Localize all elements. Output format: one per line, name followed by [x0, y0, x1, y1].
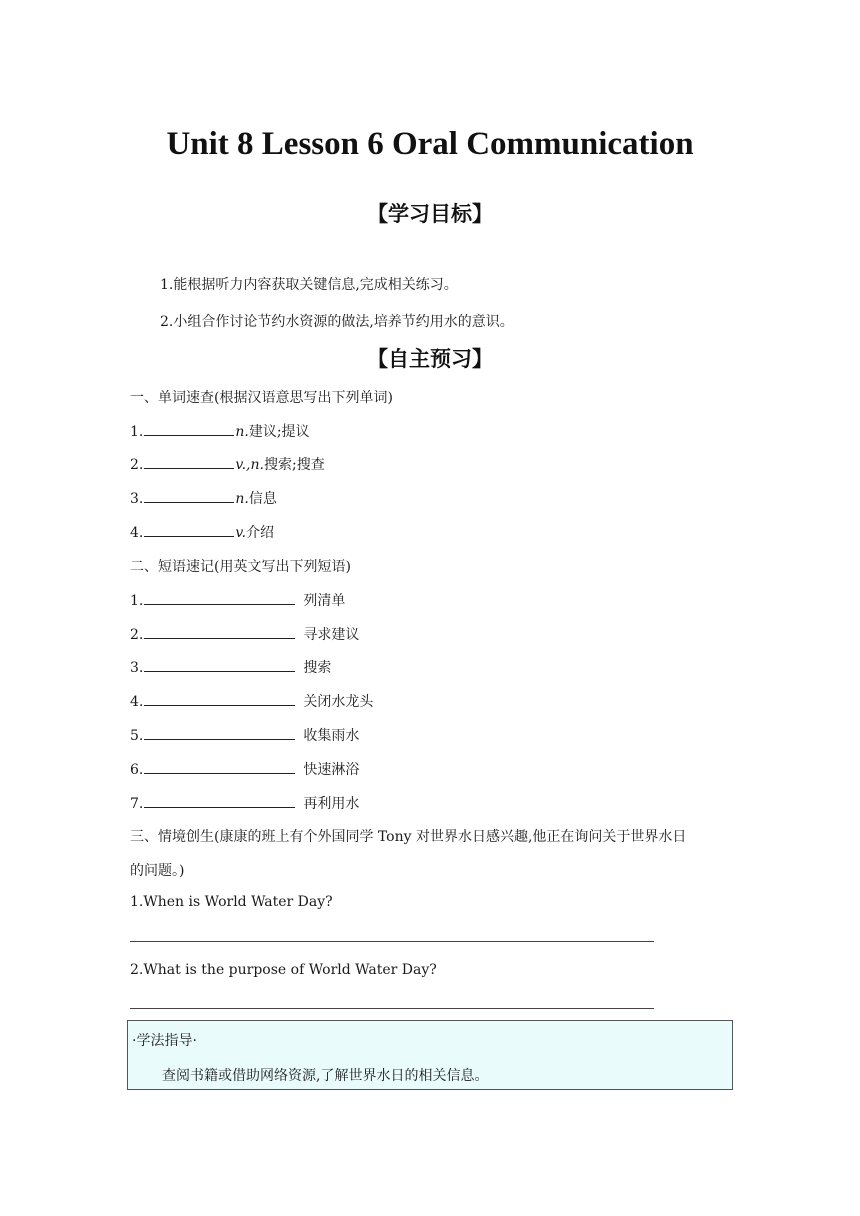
section2-title: 二、短语速记(用英文写出下列短语): [130, 559, 351, 575]
word-item-4: [130, 522, 274, 542]
study-tip-label: ·学法指导·: [132, 1033, 197, 1049]
phrase-item-1: [130, 590, 345, 610]
section1-title: 一、单词速查(根据汉语意思写出下列单词): [130, 390, 393, 406]
word-item-1: [130, 421, 310, 441]
item-number: 6.: [130, 762, 144, 778]
item-number: 1.: [130, 593, 144, 609]
item-meaning: 搜索: [303, 660, 332, 676]
item-number: 7.: [130, 796, 144, 812]
part-of-speech: n.: [235, 424, 249, 440]
answer-blank[interactable]: [144, 626, 295, 639]
item-meaning: 列清单: [303, 593, 346, 609]
answer-blank[interactable]: [144, 761, 295, 774]
goal-2: 2.小组合作讨论节约水资源的做法,培养节约用水的意识。: [160, 314, 514, 330]
answer-blank[interactable]: [144, 795, 295, 808]
answer-blank[interactable]: [144, 524, 234, 537]
question-1: 1.When is World Water Day?: [130, 894, 333, 910]
preview-heading: 【自主预习】: [367, 347, 493, 371]
study-tip-box: [127, 1020, 733, 1090]
word-item-3: [130, 488, 277, 508]
phrase-item-5: [130, 725, 359, 745]
document-title: Unit 8 Lesson 6 Oral Communication: [166, 126, 694, 162]
item-meaning: 信息: [248, 491, 277, 507]
answer-blank[interactable]: [144, 490, 234, 503]
phrase-item-4: [130, 691, 373, 711]
answer-blank[interactable]: [144, 456, 234, 469]
answer-blank[interactable]: [144, 423, 234, 436]
part-of-speech: v.,n.: [235, 457, 264, 473]
item-meaning: 建议;提议: [248, 424, 310, 440]
phrase-item-7: [130, 793, 359, 813]
item-meaning: 再利用水: [303, 796, 360, 812]
part-of-speech: v.: [235, 525, 247, 541]
item-meaning: 关闭水龙头: [303, 694, 374, 710]
answer-line-2[interactable]: [130, 1008, 654, 1009]
part-of-speech: n.: [235, 491, 249, 507]
phrase-item-2: [130, 624, 359, 644]
answer-line-1[interactable]: [130, 941, 654, 942]
section3-title: 三、情境创生(康康的班上有个外国同学 Tony 对世界水日感兴趣,他正在询问关于世界水日: [130, 829, 687, 845]
goal-1: 1.能根据听力内容获取关键信息,完成相关练习。: [160, 277, 458, 293]
word-item-2: [130, 454, 325, 474]
study-tip-text: 查阅书籍或借助网络资源,了解世界水日的相关信息。: [162, 1068, 489, 1084]
section3-title-cont: 的问题。): [130, 863, 185, 879]
item-meaning: 介绍: [246, 525, 275, 541]
phrase-item-6: [130, 759, 359, 779]
item-number: 4.: [130, 525, 144, 541]
item-meaning: 寻求建议: [303, 627, 360, 643]
item-number: 1.: [130, 424, 144, 440]
answer-blank[interactable]: [144, 693, 295, 706]
question-2: 2.What is the purpose of World Water Day?: [130, 962, 437, 978]
answer-blank[interactable]: [144, 727, 295, 740]
item-number: 2.: [130, 457, 144, 473]
item-number: 5.: [130, 728, 144, 744]
item-number: 4.: [130, 694, 144, 710]
answer-blank[interactable]: [144, 659, 295, 672]
answer-blank[interactable]: [144, 592, 295, 605]
item-number: 3.: [130, 491, 144, 507]
item-meaning: 快速淋浴: [303, 762, 360, 778]
goals-heading: 【学习目标】: [367, 202, 493, 226]
item-meaning: 收集雨水: [303, 728, 360, 744]
item-number: 3.: [130, 660, 144, 676]
item-number: 2.: [130, 627, 144, 643]
phrase-item-3: [130, 657, 331, 677]
item-meaning: 搜索;搜查: [263, 457, 325, 473]
